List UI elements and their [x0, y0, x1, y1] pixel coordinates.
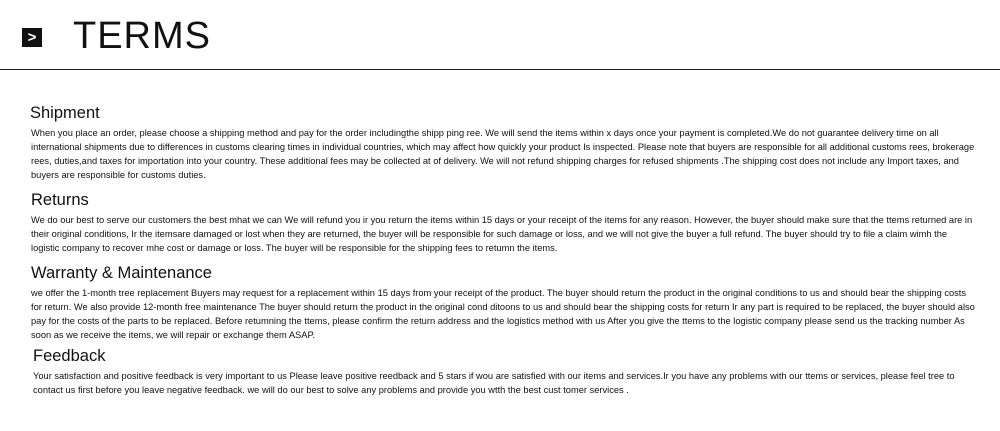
section-title-warranty: Warranty & Maintenance — [31, 264, 212, 282]
section-body-feedback: Your satisfaction and positive feedback is very important to us Please leave positive reedback and 5 stars if wou are satisfied with our items and services.Ir you have any problems with our ttems or services, please feel tree to contact us first before you leave negative feedback. we will do our best to solve any problems and provide you wtth the best cust tomer services . — [33, 371, 955, 395]
section-title-returns: Returns — [31, 191, 89, 209]
section-body-returns: We do our best to serve our customers the best mhat we can We will refund you ir you return the items within 15 days or your receipt of the items for any reason. However, the buyer should make sure that the ttems returned are in their original conditions, Ir the itemsare damaged or lost when they are returned, the buyer will be responsible for such damage or loss, and we will not give the buyer a full refund. The buyer should try to file a claim wimh the logistic company to recover mhe cost or damage or loss. The buyer will be responsible for the shipping fees to retumn the items. — [31, 215, 973, 253]
section-title-shipment: Shipment — [30, 104, 100, 122]
page-header — [0, 0, 1000, 70]
section-body-shipment: When you place an order, please choose a shipping method and pay for the order includingthe shipp ping ree. We will send the items within x days once your payment is completed.We do not guarantee delivery time on all international shipments due to differences in customs clearing times in individual countries, which may affect how quickly your product Is inspected. Please note that buyers are responsible for all additional customs rees, brokerage rees, duties,and taxes for importation into your country. These additional fees may be collected at of delivery. We will not refund shipping charges for refused shipments .The shipping cost does not include any Import taxes, and buyers are responsible for customs duties. — [31, 128, 975, 180]
page-title: TERMS — [73, 15, 211, 57]
chevron-right-icon: > — [22, 28, 42, 47]
section-title-feedback: Feedback — [33, 347, 106, 365]
section-body-warranty: we offer the 1-month tree replacement Buyers may request for a replacement within 15 days from your receipt of the product. The buyer should return the product in the original conditions to us and should bear the shipping costs for return. We also provide 12-month free maintenance The buyer should return the product in the original cond ditoons to us and should bear the shipping costs for return Ir any part is required to be replaced, the buyer should also pay for the costs of the parts to be replaced. Before retumning the ttems, please confirm the return address and the logistics method with us After you give the ttems to the logistic company please send us the tracking number As soon as we receive the items, we will repair or exchange them ASAP. — [31, 288, 975, 340]
header-divider — [0, 69, 1000, 70]
